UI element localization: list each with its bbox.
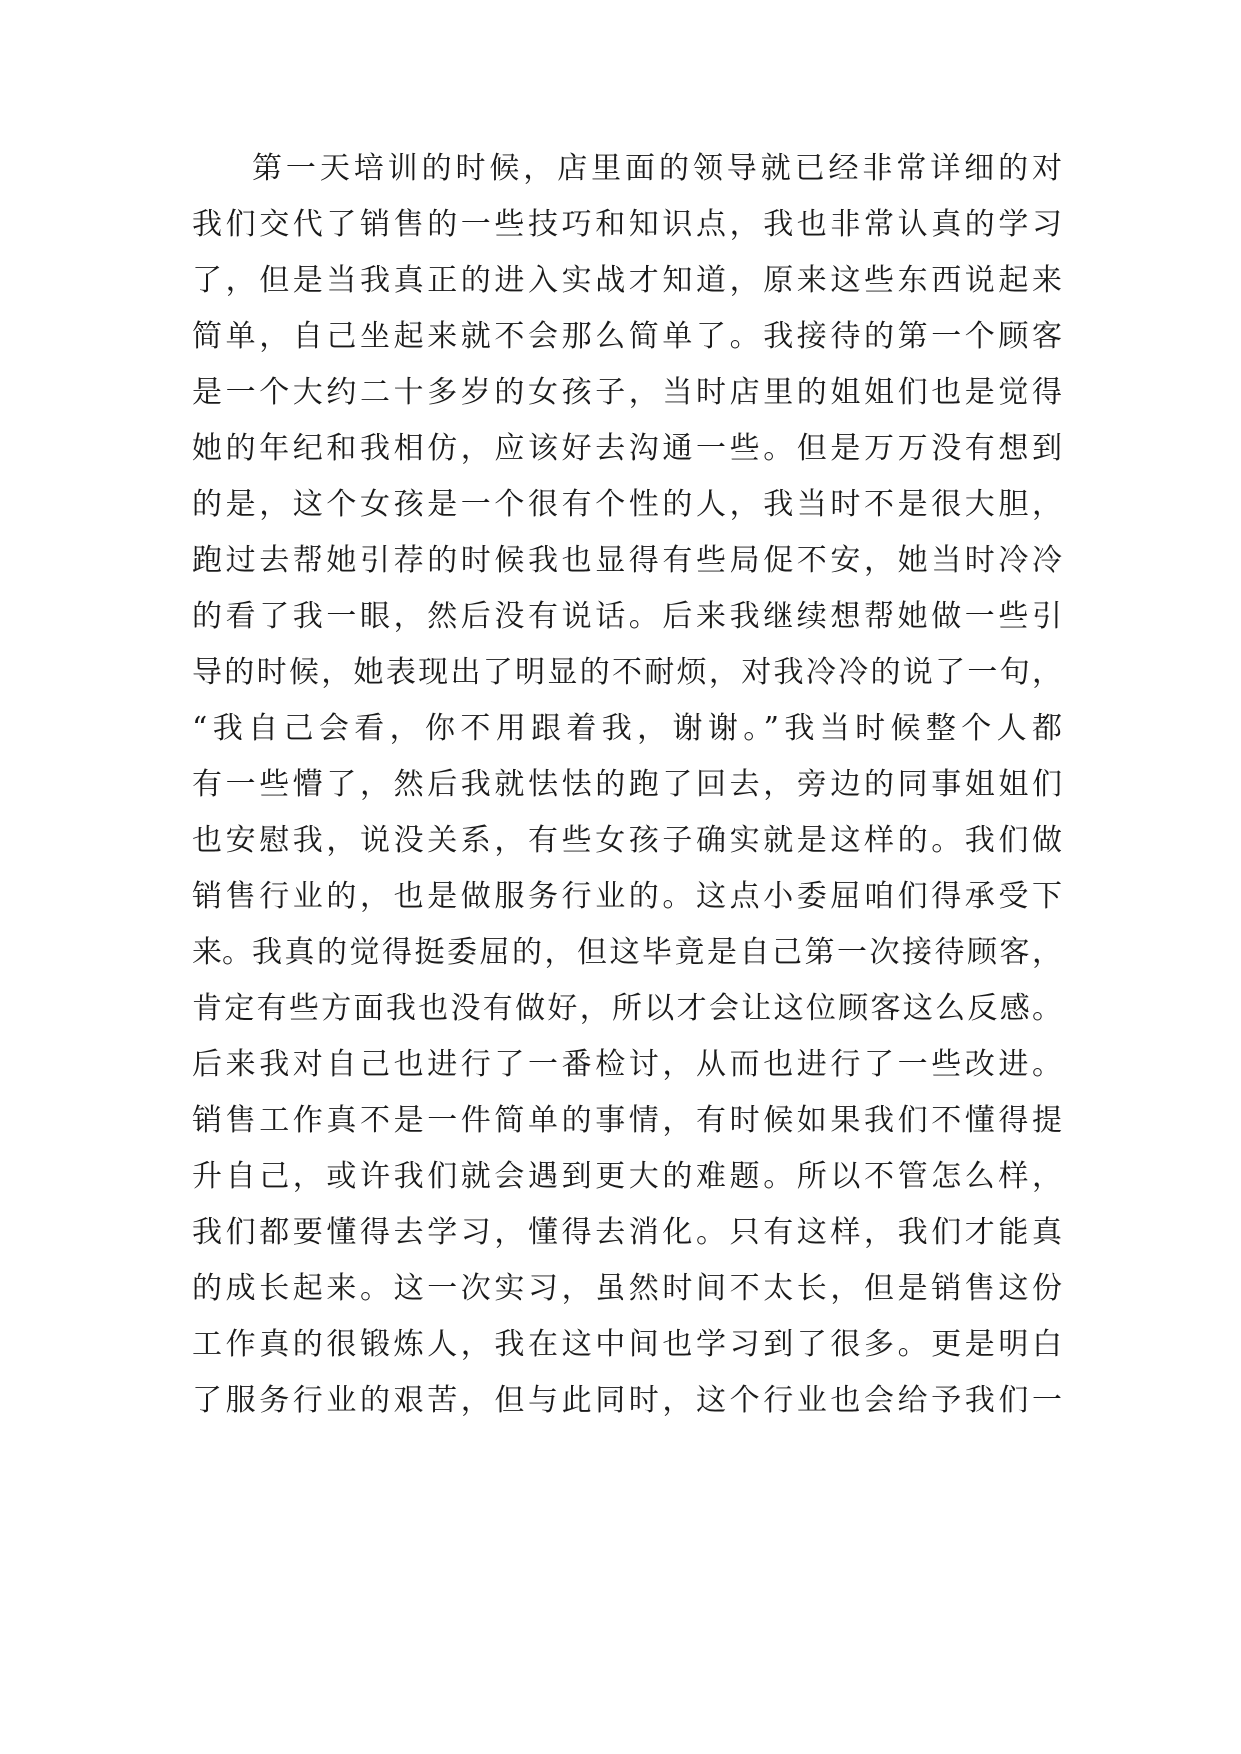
text-line: 也安慰我，说没关系，有些女孩子确实就是这样的。我们做 [192,823,1062,858]
text-line: 后来我对自己也进行了一番检讨，从而也进行了一些改进。 [192,1047,1062,1082]
text-line: 简单，自己坐起来就不会那么简单了。我接待的第一个顾客 [192,319,1062,354]
text-line: 了，但是当我真正的进入实战才知道，原来这些东西说起来 [192,263,1062,298]
text-line: 导的时候，她表现出了明显的不耐烦，对我冷冷的说了一句， [192,655,1062,690]
text-line: 的看了我一眼，然后没有说话。后来我继续想帮她做一些引 [192,599,1062,634]
text-line: 来。 [192,935,252,970]
text-line: 销售工作真不是一件简单的事情，有时候如果我们不懂得提 [192,1103,1062,1138]
text-line: 升自己，或许我们就会遇到更大的难题。所以不管怎么样， [192,1159,1062,1194]
text-line: 是一个大约二十多岁的女孩子，当时店里的姐姐们也是觉得 [192,375,1062,410]
text-line: “我自己会看，你不用跟着我，谢谢。”我当时候整个人都 [192,711,1062,746]
text-line: 我真的觉得挺委屈的，但这毕竟是自己第一次接待顾客， [252,935,1062,970]
text-line: 我们交代了销售的一些技巧和知识点，我也非常认真的学习 [192,207,1062,242]
text-line: 了服务行业的艰苦，但与此同时，这个行业也会给予我们一 [192,1383,1062,1418]
text-line: 肯定有些方面我也没有做好，所以才会让这位顾客这么反感。 [192,991,1062,1026]
text-line: 的成长起来。这一次实习，虽然时间不太长，但是销售这份 [192,1271,1062,1306]
text-line: 销售行业的，也是做服务行业的。这点小委屈咱们得承受下 [192,879,1062,914]
text-line: 跑过去帮她引荐的时候我也显得有些局促不安，她当时冷冷 [192,543,1062,578]
text-line: 有一些懵了，然后我就怯怯的跑了回去，旁边的同事姐姐们 [192,767,1062,802]
text-line: 第一天培训的时候，店里面的领导就已经非常详细的对 [252,151,1062,186]
text-line: 我们都要懂得去学习，懂得去消化。只有这样，我们才能真 [192,1215,1062,1250]
text-line: 她的年纪和我相仿，应该好去沟通一些。但是万万没有想到 [192,431,1062,466]
text-line: 工作真的很锻炼人，我在这中间也学习到了很多。更是明白 [192,1327,1062,1362]
text-line: 的是，这个女孩是一个很有个性的人，我当时不是很大胆， [192,487,1062,522]
